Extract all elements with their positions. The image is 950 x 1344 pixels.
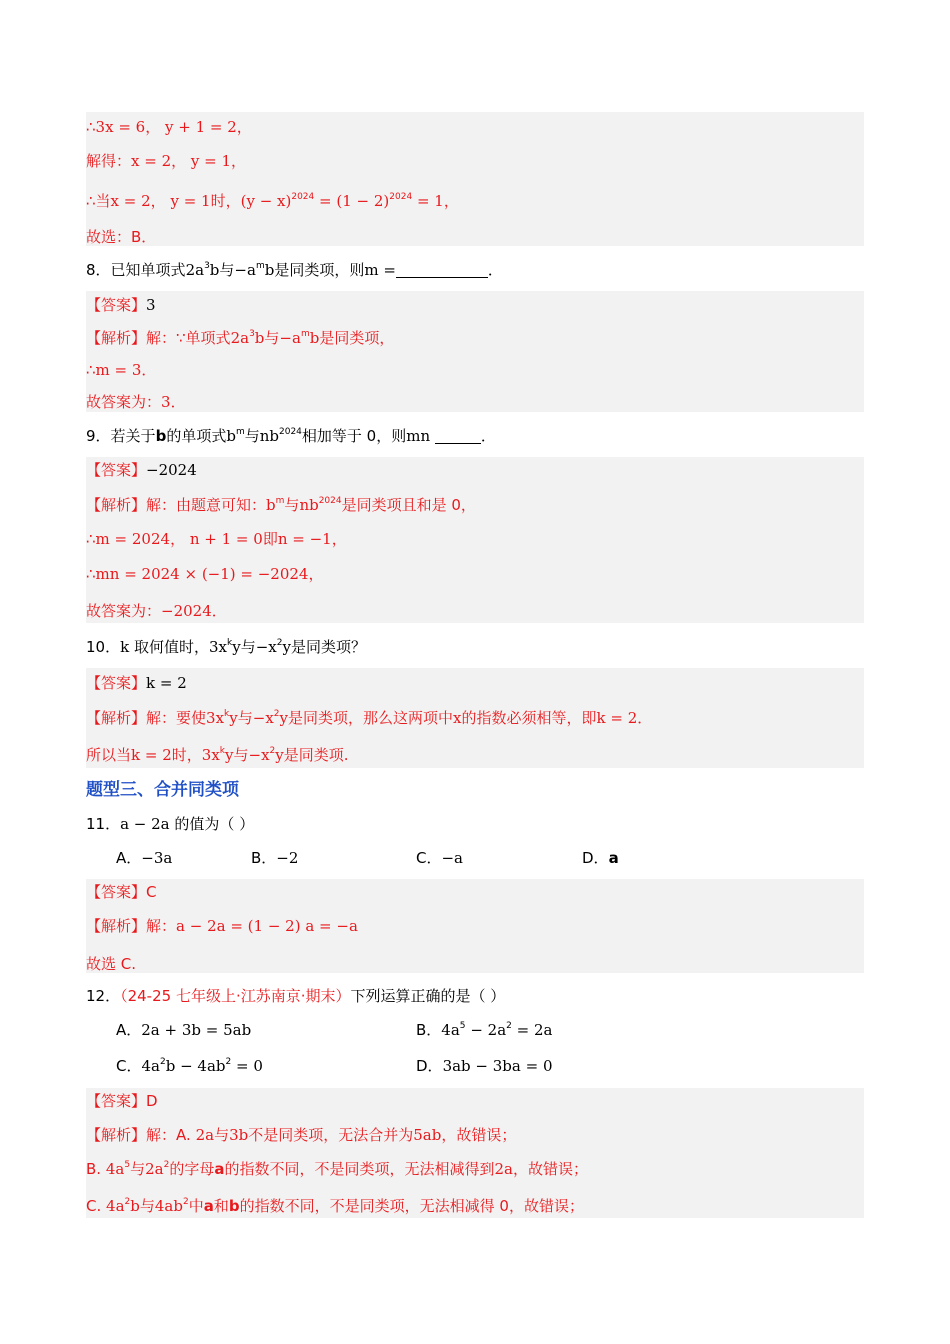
q9-analysis-line1: 【解析】解：由题意可知：$b^m$与$nb^{2024}$是同类项且和是 0， xyxy=(86,496,476,514)
q12-analysis-line2: B. $4a^5$与$2a^2$的字母a的指数不同，不是同类项，无法相减得到2a，故错误； xyxy=(86,1160,588,1178)
q11-analysis-line1: 【解析】解：a − 2a = (1 − 2) a = −a xyxy=(86,917,358,935)
q9-analysis-line2: ∴m = 2024， n + 1 = 0即n = −1， xyxy=(86,530,347,548)
q7-solution-line2: 解得：x = 2， y = 1， xyxy=(86,152,247,170)
q11-option-a[interactable]: A．−3a xyxy=(116,849,173,867)
q12-option-c[interactable]: C．$4a^2b - 4ab^2 = 0$ xyxy=(116,1057,263,1075)
q12-source: （24-25 七年级上·江苏南京·期末） xyxy=(120,987,351,1005)
q10-answer: 【答案】k = 2 xyxy=(86,674,187,692)
q10-analysis-line2: 所以当k = 2时，$3x^ky$与$-x^2y$是同类项. xyxy=(86,746,349,764)
q9-answer-blank xyxy=(435,427,481,444)
q9-question: 9．若关于b的单项式$b^m$与$nb^{2024}$相加等于 0，则mn ． xyxy=(86,427,496,445)
q8-question: 8．已知单项式$2a^3b$与$-a^mb$是同类项，则m = ． xyxy=(86,261,503,279)
q11-option-d[interactable]: D．a xyxy=(582,849,619,867)
q11-answer: 【答案】C xyxy=(86,883,157,901)
q9-answer: 【答案】−2024 xyxy=(86,461,197,479)
q11-question: 11．a − 2a 的值为（ ） xyxy=(86,815,255,833)
q8-answer-block xyxy=(86,291,864,412)
q7-solution-line3: ∴当x = 2， y = 1时，$(y - x)^{2024} = (1 - 2)^{2024} = 1$， xyxy=(86,192,459,210)
q11-analysis-line2: 故选 C. xyxy=(86,955,137,973)
q10-question: 10．k 取何值时，$3x^ky$与$-x^2y$是同类项？ xyxy=(86,638,366,656)
q8-answer: 【答案】3 xyxy=(86,296,156,314)
q7-solution-line4: 故选：B． xyxy=(86,228,157,246)
q12-answer: 【答案】D xyxy=(86,1092,158,1110)
q8-answer-blank xyxy=(396,261,488,278)
q11-option-c[interactable]: C．−a xyxy=(416,849,463,867)
q8-analysis-line2: ∴m = 3． xyxy=(86,361,157,379)
q7-solution-line1: ∴3x = 6， y + 1 = 2， xyxy=(86,118,252,136)
q12-option-b[interactable]: B．$4a^5 - 2a^2 = 2a$ xyxy=(416,1021,553,1039)
q9-analysis-line4: 故答案为：−2024． xyxy=(86,602,227,620)
q8-analysis-line1: 【解析】解：∵单项式$2a^3b$与$-a^mb$是同类项， xyxy=(86,329,395,347)
q12-question: 12．（24-25 七年级上·江苏南京·期末）下列运算正确的是（ ） xyxy=(86,987,506,1005)
q12-option-a[interactable]: A．2a + 3b = 5ab xyxy=(116,1021,252,1039)
q11-option-b[interactable]: B．−2 xyxy=(251,849,299,867)
section-heading: 题型三、合并同类项 xyxy=(86,780,239,800)
q12-option-d[interactable]: D．3ab − 3ba = 0 xyxy=(416,1057,553,1075)
q9-analysis-line3: ∴mn = 2024 × (−1) = −2024， xyxy=(86,565,324,583)
q10-analysis-line1: 【解析】解：要使$3x^ky$与$-x^2y$是同类项，那么这两项中x的指数必须相等，即k = 2． xyxy=(86,709,653,727)
q8-analysis-line3: 故答案为：3． xyxy=(86,393,186,411)
q12-analysis-line3: C. $4a^2b$与$4ab^2$中a和b的指数不同，不是同类项，无法相减得 0，故错误； xyxy=(86,1197,584,1215)
q12-analysis-line1: 【解析】解：A. 2a与3b不是同类项，无法合并为5ab，故错误； xyxy=(86,1126,517,1144)
